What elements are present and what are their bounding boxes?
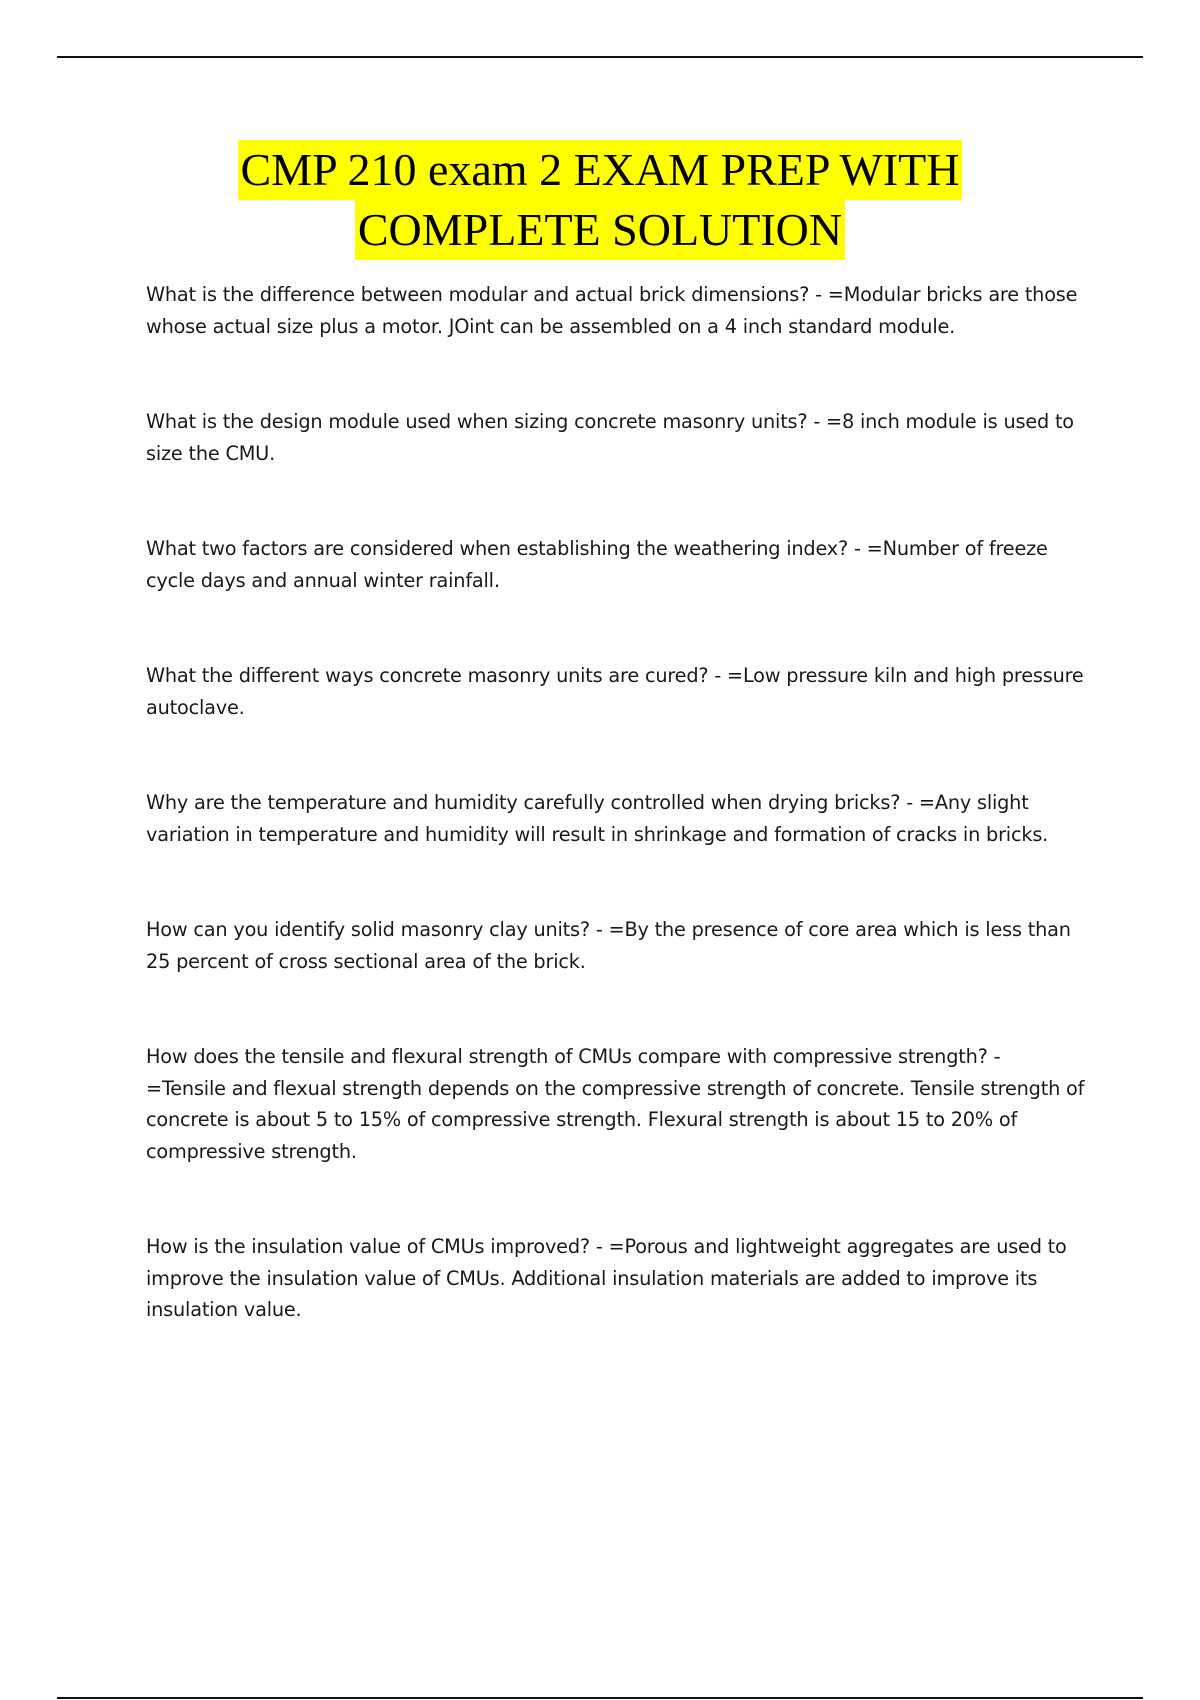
qa-item-2: What is the design module used when sizing concrete masonry units? - =8 inch module is used to size the CMU. [146, 410, 1074, 465]
qa-item-4: What the different ways concrete masonry units are cured? - =Low pressure kiln and high pressure autoclave. [146, 664, 1084, 719]
qa-item-6: How can you identify solid masonry clay units? - =By the presence of core area which is less than 25 percent of cross sectional area of the brick. [146, 918, 1071, 973]
qa-item-8: How is the insulation value of CMUs improved? - =Porous and lightweight aggregates are used to improve the insulation value of CMUs. Additional insulation materials are added to improve its insulation value. [146, 1235, 1067, 1321]
footer-rule [57, 1697, 1143, 1699]
document-title [0, 140, 1200, 260]
title-line-1: CMP 210 exam 2 EXAM PREP WITH [238, 140, 963, 200]
qa-item-7: How does the tensile and flexural strength of CMUs compare with compressive strength? - =Tensile and flexual strength depends on the compressive strength of concrete. Tensile strength of concrete is about 5 to 15% of compressive strength. Flexural strength is about 15 to 20% of compressive strength. [146, 1045, 1085, 1163]
title-line-2: COMPLETE SOLUTION [355, 200, 845, 260]
qa-item-1: What is the difference between modular and actual brick dimensions? - =Modular bricks are those whose actual size plus a motor. JOint can be assembled on a 4 inch standard module. [146, 283, 1078, 338]
header-rule [57, 56, 1143, 58]
qa-list [146, 279, 1086, 1326]
qa-item-3: What two factors are considered when establishing the weathering index? - =Number of freeze cycle days and annual winter rainfall. [146, 537, 1048, 592]
qa-item-5: Why are the temperature and humidity carefully controlled when drying bricks? - =Any slight variation in temperature and humidity will result in shrinkage and formation of cracks in bricks. [146, 791, 1049, 846]
